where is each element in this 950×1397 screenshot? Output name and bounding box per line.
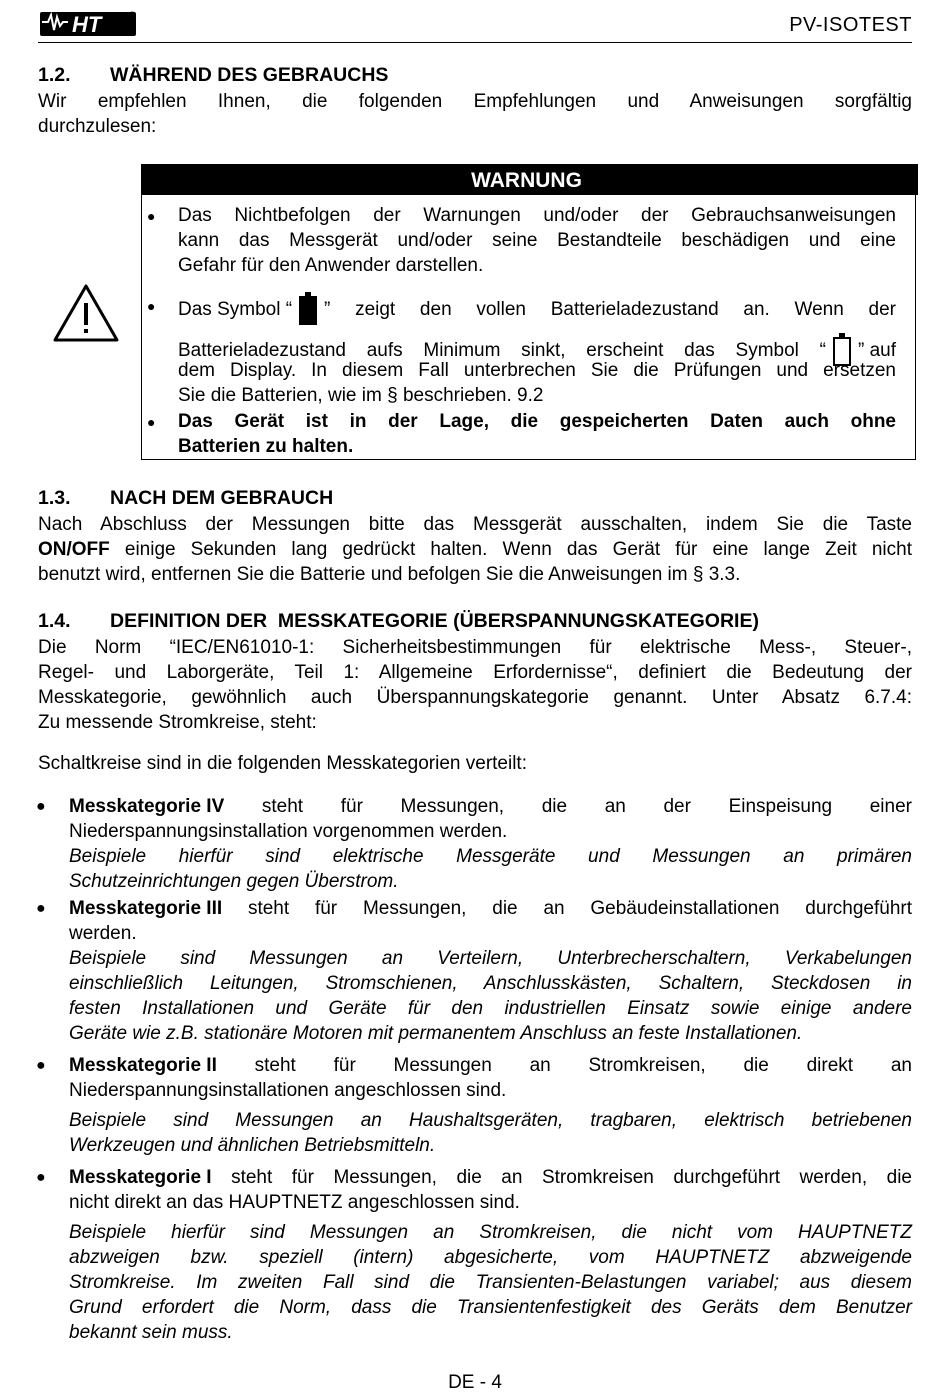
section-number: 1.2.	[38, 64, 71, 86]
battery-full-icon	[298, 292, 318, 326]
cat-ii-line-2: Niederspannungsinstallationen angeschlossen sind.	[69, 1080, 507, 1101]
warning-b2-text-d: ” auf	[857, 339, 896, 361]
cat-i-example-2	[69, 1245, 912, 1270]
cat-iii-line-1	[69, 896, 912, 921]
page-number: DE - 4	[448, 1372, 502, 1393]
s13-line-3: benutzt wird, entfernen Sie die Batterie und befolgen Sie die Anweisungen im § 3.3.	[38, 564, 741, 585]
cat-iii-example-text-1: Beispiele sind Messungen an Verteilern, Unterbrecherschaltern, Verkabelungen	[69, 948, 912, 969]
section-number: 1.3.	[38, 487, 71, 509]
warning-triangle-icon	[52, 283, 120, 343]
warning-b2-text-a: Das Symbol “	[178, 298, 293, 320]
s14-intro: Schaltkreise sind in die folgenden Messkategorien verteilt:	[38, 753, 527, 774]
s14-line-2: Regel- und Laborgeräte, Teil 1: Allgemeine Erfordernisse“, definiert die Bedeutung der	[38, 662, 912, 683]
cat-i-text: steht für Messungen, die an Stromkreisen durchgeführt werden, die	[211, 1167, 912, 1188]
cat-iv-example-2	[69, 869, 912, 894]
cat-i-title: Messkategorie I	[69, 1167, 212, 1188]
bullet-icon: ●	[147, 414, 156, 430]
warning-b1-line-2: kann das Messgerät und/oder seine Bestandteile beschädigen und eine	[178, 230, 896, 251]
warning-b2-text-c: Batterieladezustand aufs Minimum sinkt, erscheint das Symbol “	[178, 339, 826, 361]
warning-b2-line-3: dem Display. In diesem Fall unterbrechen Sie die Prüfungen und ersetzen	[178, 360, 896, 381]
s13-line-2-rest: einige Sekunden lang gedrückt halten. Wenn das Gerät für eine lange Zeit nicht	[109, 539, 912, 560]
warning-b1-line-1: Das Nichtbefolgen der Warnungen und/oder der Gebrauchsanweisungen	[178, 205, 896, 226]
cat-i-example-4	[69, 1295, 912, 1320]
cat-iv-example-1	[69, 844, 912, 869]
bullet-icon: ●	[36, 798, 46, 815]
section-title: NACH DEM GEBRAUCH	[110, 487, 334, 509]
warning-b2-line-4: Sie die Batterien, wie im § beschrieben. 9.2	[178, 385, 544, 406]
cat-iv-title: Messkategorie IV	[69, 796, 225, 817]
cat-iv-text: steht für Messungen, die an der Einspeisung einer	[224, 796, 912, 817]
section-1-3-heading	[38, 487, 333, 510]
bullet-icon: ●	[147, 208, 156, 224]
warning-title: WARNUNG	[471, 169, 582, 192]
cat-iv-line-2: Niederspannungsinstallation vorgenommen werden.	[69, 821, 508, 842]
cat-i-line-1	[69, 1165, 912, 1190]
on-off-key-label: ON/OFF	[38, 539, 110, 560]
cat-ii-example-1	[69, 1108, 912, 1133]
warning-b1-line-3: Gefahr für den Anwender darstellen.	[178, 255, 484, 276]
cat-i-line-2: nicht direkt an das HAUPTNETZ angeschlossen sind.	[69, 1192, 520, 1213]
warning-title-bar	[141, 164, 918, 195]
bullet-icon: ●	[36, 1057, 46, 1074]
document-title: PV-ISOTEST	[789, 14, 912, 36]
s13-line-2	[38, 537, 912, 562]
section-title: DEFINITION DER MESSKATEGORIE (ÜBERSPANNUNGSKATEGORIE)	[110, 610, 759, 632]
warning-b2-text-b: ” zeigt den vollen Batterieladezustand an. Wenn der	[324, 298, 896, 320]
cat-i-example-5	[69, 1320, 912, 1345]
cat-iii-example-text-4: Geräte wie z.B. stationäre Motoren mit permanentem Anschluss an feste Installationen.	[69, 1023, 803, 1044]
cat-iii-example-2	[69, 971, 912, 996]
warning-b3-line-2: Batterien zu halten.	[178, 436, 354, 457]
s14-line-3: Messkategorie, gewöhnlich auch Überspannungskategorie genannt. Unter Absatz 6.7.4:	[38, 687, 912, 708]
cat-i-example-text-3: Stromkreise. Im zweiten Fall sind die Transienten-Belastungen variabel; aus diesem	[69, 1272, 912, 1293]
cat-iv-example-text-2: Schutzeinrichtungen gegen Überstrom.	[69, 871, 399, 892]
section-title: WÄHREND DES GEBRAUCHS	[110, 64, 389, 86]
cat-i-example-3	[69, 1270, 912, 1295]
cat-iii-example-text-3: festen Installationen und Geräte für den industriellen Einsatz sowie einige andere	[69, 998, 912, 1019]
cat-iii-example-4	[69, 1021, 912, 1046]
cat-i-example-text-5: bekannt sein muss.	[69, 1322, 233, 1343]
warning-b3-line-1: Das Gerät ist in der Lage, die gespeicherten Daten auch ohne	[178, 411, 896, 432]
cat-i-example-text-4: Grund erfordert die Norm, dass die Transientenfestigkeit des Geräts dem Benutzer	[69, 1297, 912, 1318]
cat-iii-example-1	[69, 946, 912, 971]
ht-logo	[38, 8, 138, 38]
bullet-icon: ●	[36, 900, 46, 917]
cat-iii-text: steht für Messungen, die an Gebäudeinstallationen durchgeführt	[222, 898, 912, 919]
section-1-2-heading	[38, 64, 388, 87]
header-rule	[38, 42, 912, 43]
cat-ii-title: Messkategorie II	[69, 1055, 217, 1076]
cat-ii-example-text-1: Beispiele sind Messungen an Haushaltsgeräten, tragbaren, elektrisch betriebenen	[69, 1110, 912, 1131]
s12-intro-line-1: Wir empfehlen Ihnen, die folgenden Empfehlungen und Anweisungen sorgfältig	[38, 91, 912, 112]
warning-b2-line-1	[178, 292, 896, 326]
cat-iv-line-1	[69, 794, 912, 819]
cat-ii-line-1	[69, 1053, 912, 1078]
cat-iv-example-text-1: Beispiele hierfür sind elektrische Messgeräte und Messungen an primären	[69, 846, 912, 867]
cat-i-example-1	[69, 1220, 912, 1245]
section-1-4-heading	[38, 610, 759, 633]
cat-iii-line-2: werden.	[69, 923, 137, 944]
s12-intro-line-2: durchzulesen:	[38, 116, 157, 137]
cat-ii-example-2	[69, 1133, 912, 1158]
logo-text: HT	[72, 12, 102, 37]
s14-line-4: Zu messende Stromkreise, steht:	[38, 712, 317, 733]
s13-line-1: Nach Abschluss der Messungen bitte das Messgerät ausschalten, indem Sie die Taste	[38, 514, 912, 535]
cat-ii-text: steht für Messungen an Stromkreisen, die direkt an	[216, 1055, 912, 1076]
svg-text:®: ®	[130, 12, 135, 18]
bullet-icon: ●	[36, 1169, 46, 1186]
bullet-icon: ●	[147, 298, 156, 314]
cat-i-example-text-1: Beispiele hierfür sind Messungen an Stromkreisen, die nicht vom HAUPTNETZ	[69, 1222, 912, 1243]
cat-iii-example-text-2: einschließlich Leitungen, Stromschienen, Anschlusskästen, Schaltern, Steckdosen in	[69, 973, 912, 994]
cat-iii-example-3	[69, 996, 912, 1021]
s14-line-1: Die Norm “IEC/EN61010-1: Sicherheitsbestimmungen für elektrische Mess-, Steuer-,	[38, 637, 912, 658]
cat-iii-title: Messkategorie III	[69, 898, 223, 919]
cat-ii-example-text-2: Werkzeugen und ähnlichen Betriebsmitteln.	[69, 1135, 436, 1156]
section-number: 1.4.	[38, 610, 71, 632]
cat-i-example-text-2: abzweigen bzw. speziell (intern) abgesicherte, vom HAUPTNETZ abzweigende	[69, 1247, 912, 1268]
